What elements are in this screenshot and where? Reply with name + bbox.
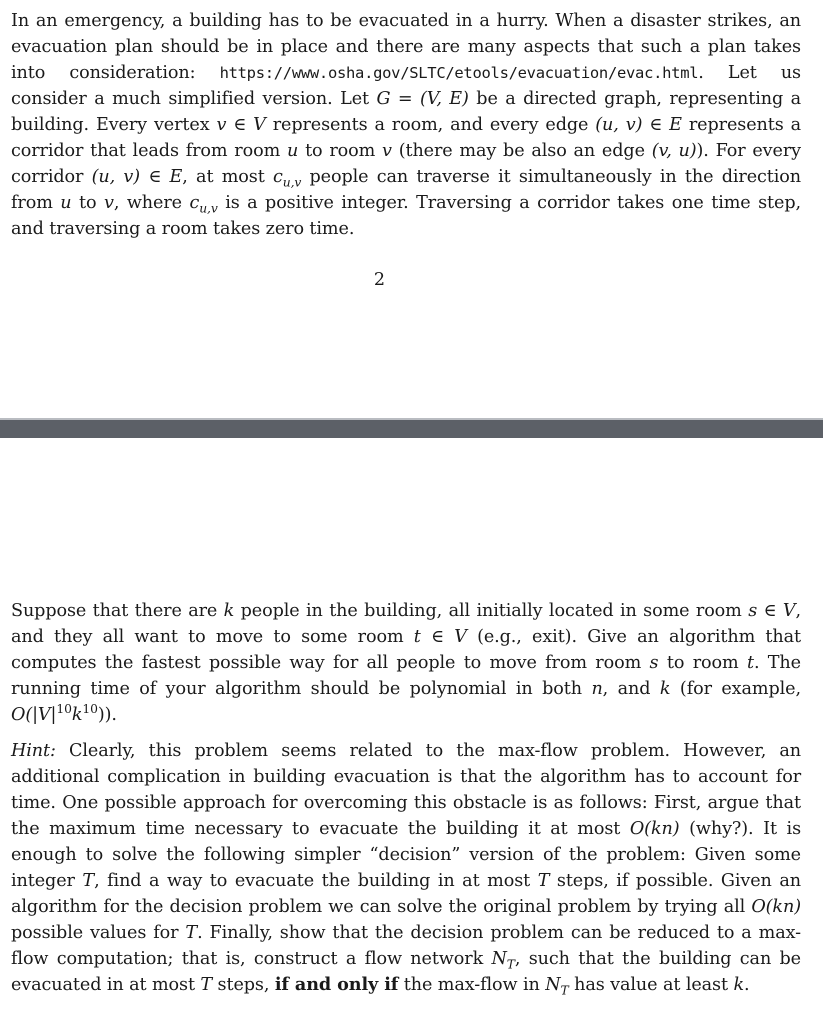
hint-paragraph: Hint: Clearly, this problem seems related to the max-flow problem. However, an additional complication in building evacuation is that the algorithm has to account for time. One possible approach for overcoming this obstacle is as follows: First, argue that the maximum time necessary to evacuate the building it at most O(kn) (why?). It is enough to solve the following simpler “decision” version of the problem: Given some integer T, find a way to evacuate the building in at most T steps, if possible. Given an algorithm for the decision problem we can solve the original problem by trying all O(kn) possible values for T. Finally, show that the decision problem can be reduced to a max-flow computation; that is, construct a flow network $N_T$, such that the building can be evacuated in at most T steps, if and only if the max-flow in $N_T$ has value at least k. [11, 741, 801, 998]
iff-emphasis: if and only if [274, 974, 399, 995]
page-number: 2 [373, 270, 386, 290]
page-separator [0, 418, 823, 440]
problem-paragraph: Suppose that there are k people in the building, all initially located in some room s ∈ V, and they all want to move to some room t ∈ V (e.g., exit). Give an algorithm that computes the fastest possible way for all people to move from room s to room t. The running time of your algorithm should be polynomial in both n, and k (for example, $O(|V|^{10}k^{10})$). [11, 601, 801, 725]
document-page-top [0, 0, 823, 418]
hint-label: Hint: [11, 741, 56, 761]
intro-paragraph: In an emergency, a building has to be evacuated in a hurry. When a disaster strikes, an evacuation plan should be in place and there are many aspects that such a plan takes into consideration: https://www.osha.gov/SLTC/etools/evacuation/evac.html. Let us consider a much simplified version. Let G = (V, E) be a directed graph, representing a building. Every vertex v ∈ V represents a room, and every edge (u, v) ∈ E represents a corridor that leads from room u to room v (there may be also an edge (v, u)). For every corridor (u, v) ∈ E, at most $c_{u,v}$ people can traverse it simultaneously in the direction from u to v, where $c_{u,v}$ is a positive integer. Traversing a corridor takes one time step, and traversing a room takes zero time. [11, 11, 801, 239]
osha-url: https://www.osha.gov/SLTC/etools/evacuation/evac.html [219, 64, 699, 82]
document-page-bottom [0, 438, 823, 1024]
